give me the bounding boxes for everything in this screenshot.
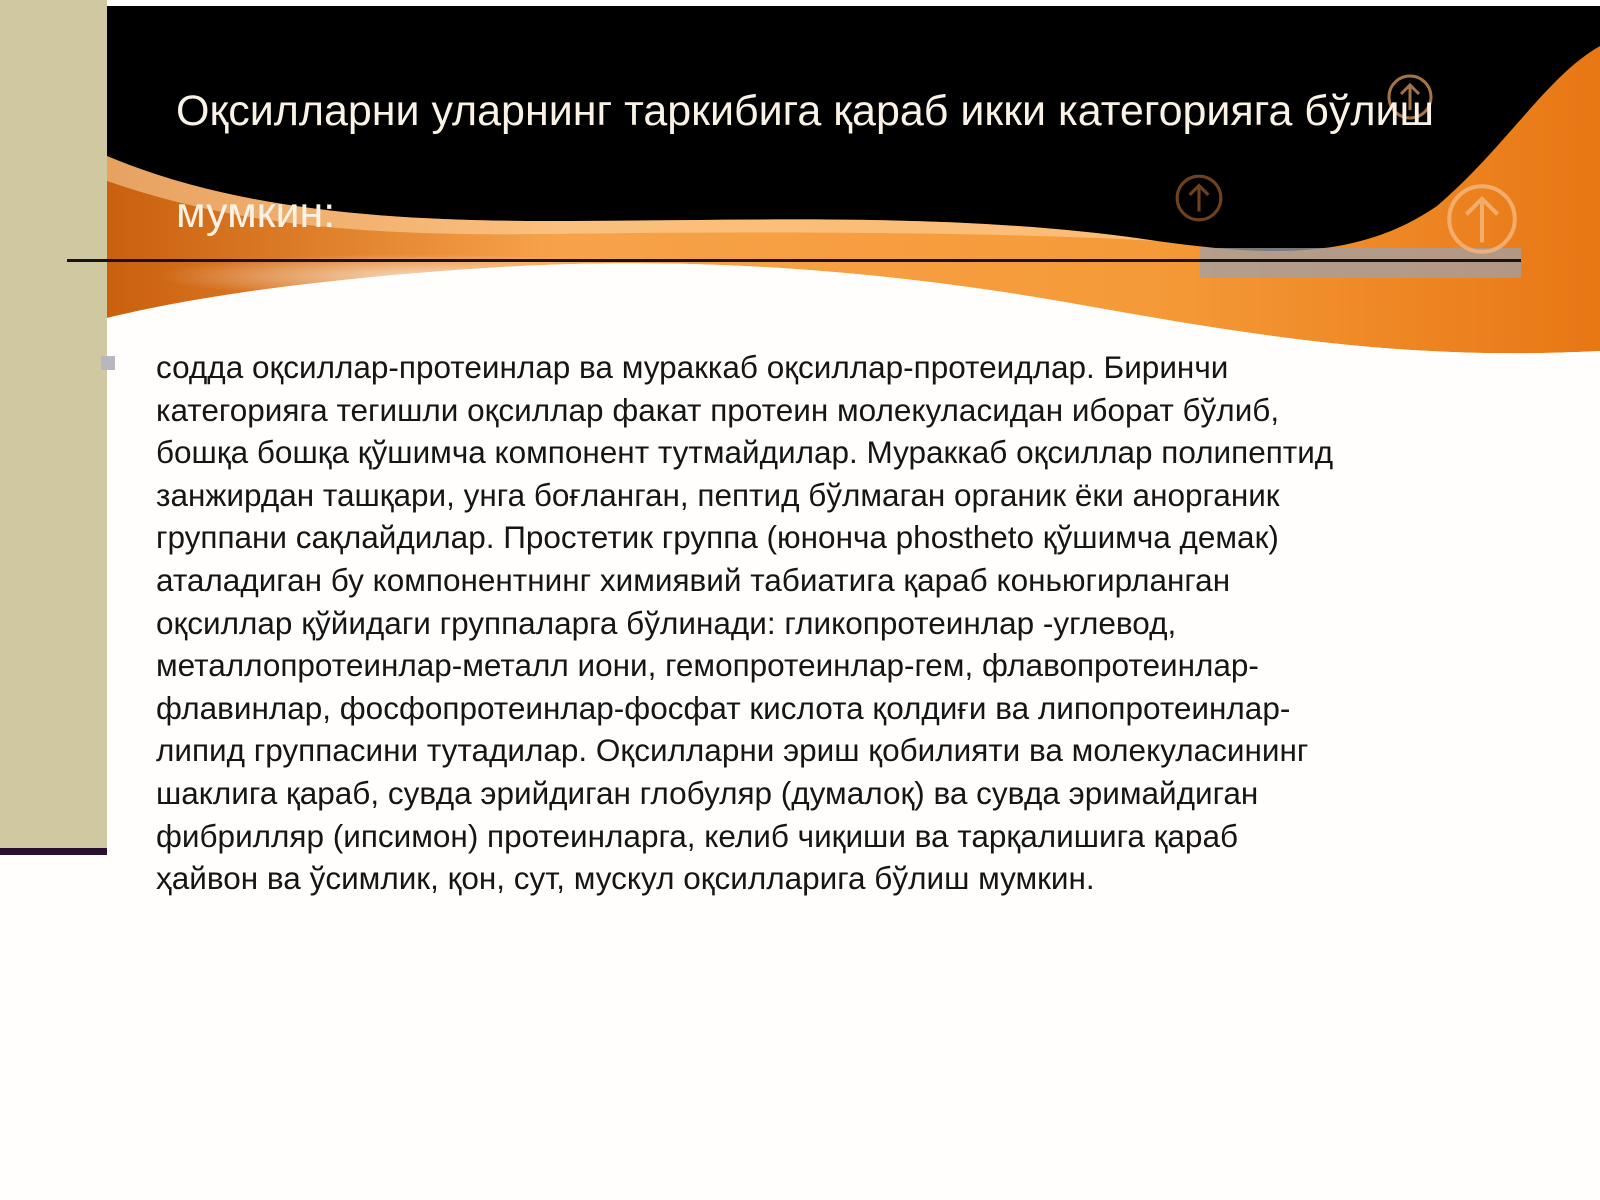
bullet-marker	[101, 356, 115, 370]
side-bar	[0, 0, 107, 848]
body-line: занжирдан ташқари, унга боғланган, пептид бўлмаган органик ёки анорганик	[156, 476, 1280, 513]
body-line: оқсиллар қўйидаги группаларга бўлинади: гликопротеинлар -углевод,	[156, 604, 1177, 641]
body-line: аталадиган бу компонентнинг химиявий табиатига қараб коньюгирланган	[156, 561, 1231, 598]
body-line: категорияга тегишли оқсиллар факат протеин молекуласидан иборат бўлиб,	[156, 391, 1280, 428]
body-line: ҳайвон ва ўсимлик, қон, сут, мускул оқсилларига бўлиш мумкин.	[156, 860, 1095, 897]
body-line: фибрилляр (ипсимон) протеинларга, келиб чиқиши ва тарқалишига қараб	[156, 817, 1239, 854]
arrow-up-circle-icon	[1443, 180, 1521, 258]
body-line: липид группасини тутадилар. Оқсилларни эриш қобилияти ва молекуласининг	[156, 732, 1309, 769]
body-line: группани сақлайдилар. Простетик группа (юнонча phostheto қўшимча демак)	[156, 519, 1279, 556]
slide-body-text	[156, 346, 1556, 900]
slide-title: Оқсилларни уларнинг таркибига қараб икки категорияга бўлиш мумкин:	[176, 87, 1435, 237]
body-line: металлопротеинлар-металл иони, гемопротеинлар-гем, флавопротеинлар-	[156, 647, 1259, 684]
body-line: шаклига қараб, сувда эрийдиган глобуляр (думалоқ) ва сувда эримайдиган	[156, 774, 1259, 811]
body-line: содда оқсиллар-протеинлар ва мураккаб оқсиллар-протеидлар. Биринчи	[156, 349, 1229, 385]
body-line: бошқа бошқа қўшимча компонент тутмайдилар. Мураккаб оқсиллар полипептид	[156, 434, 1334, 471]
side-bar-divider	[0, 848, 107, 855]
body-line: флавинлар, фосфопротеинлар-фосфат кислота қолдиғи ва липопротеинлар-	[156, 689, 1291, 726]
